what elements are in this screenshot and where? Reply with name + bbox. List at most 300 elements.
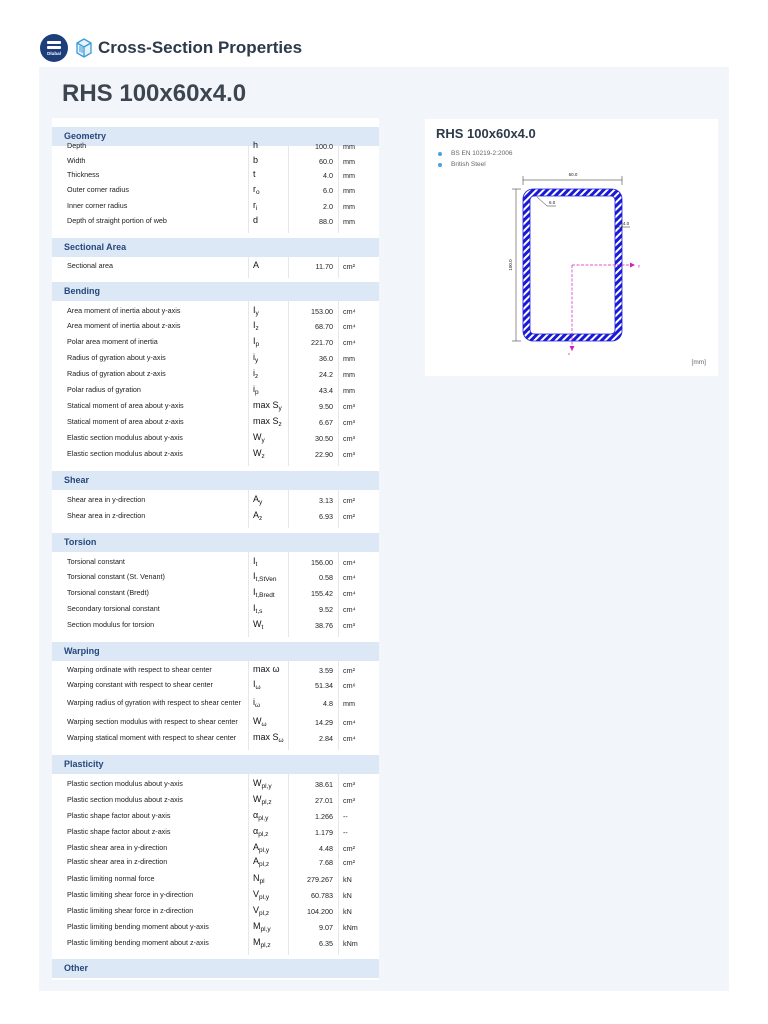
property-symbol — [248, 905, 288, 917]
property-value: 2.0 — [323, 201, 333, 211]
property-unit: kNm — [343, 922, 358, 932]
property-row — [52, 602, 379, 616]
property-row — [52, 555, 379, 569]
property-description: Statical moment of area about z-axis — [67, 416, 184, 426]
property-symbol-subscript: t — [261, 624, 264, 631]
property-value: 88.0 — [319, 216, 333, 226]
property-description: Plastic limiting bending moment about z-axis — [67, 937, 209, 947]
property-row — [52, 696, 379, 710]
property-symbol — [248, 679, 288, 691]
property-symbol — [248, 384, 288, 396]
property-symbol-main: max S — [253, 416, 279, 426]
property-symbol — [248, 937, 288, 949]
property-description: Plastic shape factor about z-axis — [67, 826, 171, 836]
property-description: Plastic limiting normal force — [67, 873, 155, 883]
property-symbol-subscript: pl,z — [259, 910, 270, 917]
property-symbol — [248, 184, 288, 196]
property-unit: cm³ — [343, 795, 355, 805]
property-description: Warping section modulus with respect to shear center — [67, 716, 238, 726]
property-value: 9.07 — [319, 922, 333, 932]
property-unit: cm² — [343, 857, 355, 867]
property-symbol-main: N — [253, 873, 260, 883]
property-unit: mm — [343, 385, 355, 395]
property-symbol-subscript: pl,z — [261, 799, 272, 806]
property-unit: cm⁴ — [343, 717, 356, 727]
property-symbol-subscript: pl — [259, 878, 265, 885]
property-value: 38.76 — [315, 620, 333, 630]
property-value: 4.0 — [323, 170, 333, 180]
property-value: 30.50 — [315, 433, 333, 443]
property-description: Plastic limiting shear force in y-direction — [67, 889, 194, 899]
property-description: Polar radius of gyration — [67, 384, 141, 394]
property-symbol — [248, 810, 288, 822]
property-symbol-main: W — [253, 619, 262, 629]
property-row — [52, 367, 379, 381]
property-symbol-subscript: t,Bredt — [255, 592, 275, 599]
section-header-torsion: Torsion — [52, 533, 379, 552]
property-value: 6.67 — [319, 417, 333, 427]
section-header-sectional-area: Sectional Area — [52, 238, 379, 257]
property-value: 1.179 — [315, 827, 333, 837]
property-unit: cm² — [343, 665, 355, 675]
property-unit: mm — [343, 369, 355, 379]
property-unit: cm⁴ — [343, 572, 356, 582]
property-symbol — [248, 697, 288, 709]
property-symbol-main: max S — [253, 732, 279, 742]
property-symbol-main: M — [253, 921, 261, 931]
logo-text: Dlubal — [47, 51, 61, 56]
property-symbol-subscript: ω — [255, 684, 261, 691]
property-description: Shear area in y-direction — [67, 494, 146, 504]
property-row — [52, 663, 379, 677]
property-description: Section modulus for torsion — [67, 619, 155, 629]
property-symbol-main: max S — [253, 400, 279, 410]
property-symbol-main: W — [253, 716, 262, 726]
property-symbol-subscript: pl,y — [259, 894, 270, 901]
property-symbol-subscript: o — [256, 189, 260, 196]
property-description: Plastic shear area in z-direction — [67, 856, 168, 866]
property-value: 4.48 — [319, 843, 333, 853]
property-symbol — [248, 140, 288, 152]
property-symbol-subscript: y — [259, 499, 263, 506]
property-row — [52, 920, 379, 934]
property-value: 100.0 — [315, 141, 333, 151]
property-value: 60.0 — [319, 156, 333, 166]
property-symbol — [248, 368, 288, 380]
property-symbol-subscript: t,s — [255, 608, 263, 615]
svg-text:z: z — [568, 351, 570, 356]
property-symbol-subscript: z — [255, 373, 259, 380]
property-symbol-subscript: y — [278, 405, 282, 412]
property-symbol — [248, 320, 288, 332]
property-unit: kN — [343, 874, 352, 884]
property-symbol-main: i — [253, 697, 255, 707]
dim-height-label: 100.0 — [508, 259, 513, 271]
property-symbol-main: max ω — [253, 664, 280, 674]
property-symbol-main: I — [253, 587, 256, 597]
property-unit: cm³ — [343, 620, 355, 630]
property-unit: cm⁴ — [343, 557, 356, 567]
property-symbol-main: i — [253, 352, 255, 362]
property-symbol-main: A — [253, 494, 260, 504]
property-symbol-subscript: ω — [261, 721, 267, 728]
property-row — [52, 570, 379, 584]
property-symbol-main: r — [253, 200, 256, 210]
property-unit: cm² — [343, 261, 355, 271]
property-row — [52, 259, 379, 273]
property-unit: cm³ — [343, 449, 355, 459]
property-symbol-main: d — [253, 215, 259, 225]
property-value: 7.68 — [319, 857, 333, 867]
property-unit: cm⁴ — [343, 306, 356, 316]
property-unit: cm³ — [343, 401, 355, 411]
property-symbol-subscript: z — [255, 325, 259, 332]
property-description: Plastic shape factor about y-axis — [67, 810, 171, 820]
property-symbol — [248, 856, 288, 868]
figure-standard-item — [438, 148, 512, 159]
property-symbol — [248, 664, 288, 676]
section-header-other: Other — [52, 959, 379, 978]
property-row — [52, 199, 379, 213]
property-description: Area moment of inertia about y-axis — [67, 305, 181, 315]
property-row — [52, 168, 379, 182]
property-symbol — [248, 336, 288, 348]
property-symbol-subscript: pl,y — [261, 783, 272, 790]
figure-unit-label: [mm] — [691, 359, 706, 366]
property-symbol — [248, 556, 288, 568]
property-symbol — [248, 873, 288, 885]
property-symbol-main: b — [253, 155, 259, 165]
property-unit: cm⁴ — [343, 733, 356, 743]
property-unit: kN — [343, 906, 352, 916]
property-row — [52, 777, 379, 791]
property-value: 279.267 — [307, 874, 333, 884]
property-symbol-subscript: z — [259, 515, 263, 522]
property-description: Plastic limiting shear force in z-direction — [67, 905, 194, 915]
property-symbol — [248, 494, 288, 506]
property-value: 153.00 — [311, 306, 333, 316]
property-symbol-main: r — [253, 184, 256, 194]
property-unit: cm⁶ — [343, 680, 356, 690]
property-row — [52, 351, 379, 365]
property-description: Radius of gyration about y-axis — [67, 352, 166, 362]
property-row — [52, 809, 379, 823]
property-description: Torsional constant (Bredt) — [67, 587, 149, 597]
property-unit: cm⁴ — [343, 337, 356, 347]
property-symbol — [248, 842, 288, 854]
property-row — [52, 825, 379, 839]
property-symbol — [248, 305, 288, 317]
property-symbol-subscript: pl,y — [258, 815, 269, 822]
property-symbol-main: W — [253, 448, 262, 458]
property-description: Depth — [67, 140, 87, 150]
property-unit: cm⁴ — [343, 588, 356, 598]
property-unit: cm⁴ — [343, 604, 356, 614]
property-row — [52, 841, 379, 855]
property-description: Elastic section modulus about z-axis — [67, 448, 183, 458]
property-value: 104.200 — [307, 906, 333, 916]
property-symbol-subscript: pl,y — [260, 926, 271, 933]
property-row — [52, 936, 379, 950]
property-unit: cm⁴ — [343, 321, 356, 331]
property-symbol — [248, 432, 288, 444]
property-description: Inner corner radius — [67, 200, 128, 210]
property-unit: mm — [343, 201, 355, 211]
property-row — [52, 214, 379, 228]
property-value: 6.35 — [319, 938, 333, 948]
property-description: Secondary torsional constant — [67, 603, 160, 613]
property-row — [52, 888, 379, 902]
property-symbol — [248, 416, 288, 428]
property-row — [52, 319, 379, 333]
property-symbol-subscript: y — [261, 437, 265, 444]
property-symbol-main: α — [253, 826, 259, 836]
property-symbol-main: V — [253, 889, 260, 899]
property-unit: mm — [343, 170, 355, 180]
property-symbol — [248, 155, 288, 167]
property-symbol-subscript: z — [261, 453, 265, 460]
dim-thickness-label: 4.0 — [622, 221, 630, 226]
property-row — [52, 415, 379, 429]
section-header-bending: Bending — [52, 282, 379, 301]
dim-radius-label: 6.0 — [549, 200, 556, 205]
property-symbol — [248, 794, 288, 806]
svg-text:y: y — [638, 263, 640, 268]
property-description: Depth of straight portion of web — [67, 215, 167, 225]
property-value: 60.783 — [311, 890, 333, 900]
property-symbol-main: A — [253, 842, 260, 852]
property-symbol-main: A — [253, 856, 260, 866]
property-symbol-subscript: y — [255, 310, 259, 317]
property-unit: -- — [343, 811, 348, 821]
property-symbol-subscript: p — [255, 389, 259, 396]
property-description: Plastic section modulus about z-axis — [67, 794, 183, 804]
property-row — [52, 904, 379, 918]
property-value: 6.93 — [319, 511, 333, 521]
property-description: Plastic limiting bending moment about y-axis — [67, 921, 209, 931]
property-symbol-main: V — [253, 905, 260, 915]
property-description: Radius of gyration about z-axis — [67, 368, 166, 378]
property-row — [52, 855, 379, 869]
section-name-title: RHS 100x60x4.0 — [62, 80, 247, 107]
property-row — [52, 493, 379, 507]
property-value: 3.13 — [319, 495, 333, 505]
property-symbol-main: I — [253, 305, 256, 315]
property-value: 3.59 — [319, 665, 333, 675]
property-description: Warping statical moment with respect to shear center — [67, 732, 237, 742]
property-row — [52, 183, 379, 197]
property-value: 156.00 — [311, 557, 333, 567]
property-symbol — [248, 352, 288, 364]
property-unit: cm² — [343, 495, 355, 505]
property-symbol-main: A — [253, 510, 260, 520]
property-description: Torsional constant — [67, 556, 125, 566]
property-symbol-main: I — [253, 336, 256, 346]
property-row — [52, 509, 379, 523]
property-symbol-subscript: ω — [255, 702, 261, 709]
property-description: Plastic shear area in y-direction — [67, 842, 168, 852]
dlubal-logo — [40, 34, 68, 62]
property-unit: kN — [343, 890, 352, 900]
property-symbol — [248, 716, 288, 728]
property-symbol-main: A — [253, 260, 260, 270]
cross-section-figure-card — [425, 119, 718, 376]
property-symbol — [248, 169, 288, 181]
property-value: 4.8 — [323, 698, 333, 708]
property-symbol-subscript: pl,z — [260, 942, 271, 949]
properties-table — [52, 118, 379, 980]
property-unit: kNm — [343, 938, 358, 948]
property-symbol-subscript: p — [255, 341, 260, 348]
property-description: Sectional area — [67, 260, 113, 270]
property-symbol-main: M — [253, 937, 261, 947]
property-value: 51.34 — [315, 680, 333, 690]
property-unit: cm³ — [343, 417, 355, 427]
property-row — [52, 154, 379, 168]
property-row — [52, 678, 379, 692]
property-unit: mm — [343, 698, 355, 708]
property-row — [52, 399, 379, 413]
property-row — [52, 447, 379, 461]
property-symbol — [248, 400, 288, 412]
property-unit: mm — [343, 185, 355, 195]
figure-title: RHS 100x60x4.0 — [436, 126, 536, 141]
property-symbol-main: h — [253, 140, 259, 150]
property-symbol-subscript: pl,z — [258, 831, 269, 838]
section-header-shear: Shear — [52, 471, 379, 490]
property-row — [52, 383, 379, 397]
property-description: Shear area in z-direction — [67, 510, 146, 520]
property-description: Warping radius of gyration with respect to shear center — [67, 697, 241, 707]
property-row — [52, 715, 379, 729]
property-unit: mm — [343, 141, 355, 151]
property-symbol — [248, 619, 288, 631]
dim-width-label: 60.0 — [568, 172, 578, 177]
bullet-dot-icon — [438, 163, 442, 167]
property-value: 24.2 — [319, 369, 333, 379]
property-description: Outer corner radius — [67, 184, 129, 194]
property-unit: cm³ — [343, 433, 355, 443]
property-row — [52, 872, 379, 886]
property-symbol-main: W — [253, 778, 262, 788]
property-row — [52, 139, 379, 153]
figure-standards-list — [438, 148, 512, 170]
property-symbol-main: i — [253, 384, 255, 394]
property-value: 68.70 — [315, 321, 333, 331]
figure-standard-label: BS EN 10219-2:2006 — [451, 150, 513, 157]
property-symbol — [248, 448, 288, 460]
property-symbol-main: I — [253, 679, 256, 689]
property-row — [52, 793, 379, 807]
property-description: Plastic section modulus about y-axis — [67, 778, 183, 788]
property-unit: cm³ — [343, 779, 355, 789]
section-header-plasticity: Plasticity — [52, 755, 379, 774]
property-value: 38.61 — [315, 779, 333, 789]
property-symbol-subscript: t,StVen — [255, 576, 277, 583]
app-title: Cross-Section Properties — [98, 38, 303, 57]
property-value: 14.29 — [315, 717, 333, 727]
figure-manufacturer-label: British Steel — [451, 161, 486, 168]
property-value: 9.50 — [319, 401, 333, 411]
property-symbol-main: W — [253, 432, 262, 442]
property-symbol-main: i — [253, 368, 255, 378]
property-symbol-subscript: z — [278, 421, 282, 428]
property-symbol-main: I — [253, 556, 256, 566]
property-symbol-subscript: pl,y — [259, 847, 270, 854]
property-unit: mm — [343, 156, 355, 166]
property-description: Width — [67, 155, 86, 165]
property-value: 6.0 — [323, 185, 333, 195]
property-symbol-main: t — [253, 169, 256, 179]
property-value: 2.84 — [319, 733, 333, 743]
property-unit: -- — [343, 827, 348, 837]
property-description: Polar area moment of inertia — [67, 336, 158, 346]
property-symbol — [248, 603, 288, 615]
property-symbol-subscript: ω — [278, 737, 284, 744]
property-description: Warping ordinate with respect to shear center — [67, 664, 212, 674]
property-row — [52, 618, 379, 632]
property-symbol-subscript: i — [256, 205, 258, 212]
property-description: Elastic section modulus about y-axis — [67, 432, 183, 442]
property-symbol — [248, 571, 288, 583]
property-description: Torsional constant (St. Venant) — [67, 571, 165, 581]
property-row — [52, 731, 379, 745]
property-description: Statical moment of area about y-axis — [67, 400, 184, 410]
property-row — [52, 586, 379, 600]
property-value: 9.52 — [319, 604, 333, 614]
property-value: 36.0 — [319, 353, 333, 363]
property-symbol — [248, 921, 288, 933]
property-symbol — [248, 889, 288, 901]
property-unit: mm — [343, 353, 355, 363]
property-value: 155.42 — [311, 588, 333, 598]
property-description: Area moment of inertia about z-axis — [67, 320, 181, 330]
header — [40, 32, 302, 64]
cross-section-cube-icon — [74, 37, 94, 59]
property-symbol — [248, 778, 288, 790]
property-symbol — [248, 732, 288, 744]
property-symbol — [248, 587, 288, 599]
property-unit: cm² — [343, 511, 355, 521]
property-symbol-subscript: t — [255, 561, 258, 568]
property-unit: cm² — [343, 843, 355, 853]
property-description: Warping constant with respect to shear center — [67, 679, 213, 689]
property-value: 1.266 — [315, 811, 333, 821]
property-value: 22.90 — [315, 449, 333, 459]
property-description: Thickness — [67, 169, 100, 179]
property-value: 0.58 — [319, 572, 333, 582]
property-symbol — [248, 510, 288, 522]
property-symbol — [248, 215, 288, 227]
property-unit: mm — [343, 216, 355, 226]
property-row — [52, 304, 379, 318]
property-value: 27.01 — [315, 795, 333, 805]
property-symbol-subscript: pl,z — [259, 861, 270, 868]
property-symbol-main: I — [253, 320, 256, 330]
section-header-geometry: Geometry — [52, 127, 379, 146]
property-value: 221.70 — [311, 337, 333, 347]
section-header-warping: Warping — [52, 642, 379, 661]
figure-manufacturer-item — [438, 159, 512, 170]
property-symbol-subscript: y — [255, 357, 259, 364]
property-symbol-main: I — [253, 571, 256, 581]
property-row — [52, 335, 379, 349]
property-value: 11.70 — [315, 261, 333, 271]
property-symbol — [248, 200, 288, 212]
property-symbol-main: α — [253, 810, 259, 820]
y-axis-arrow-icon — [630, 263, 635, 268]
property-symbol — [248, 826, 288, 838]
